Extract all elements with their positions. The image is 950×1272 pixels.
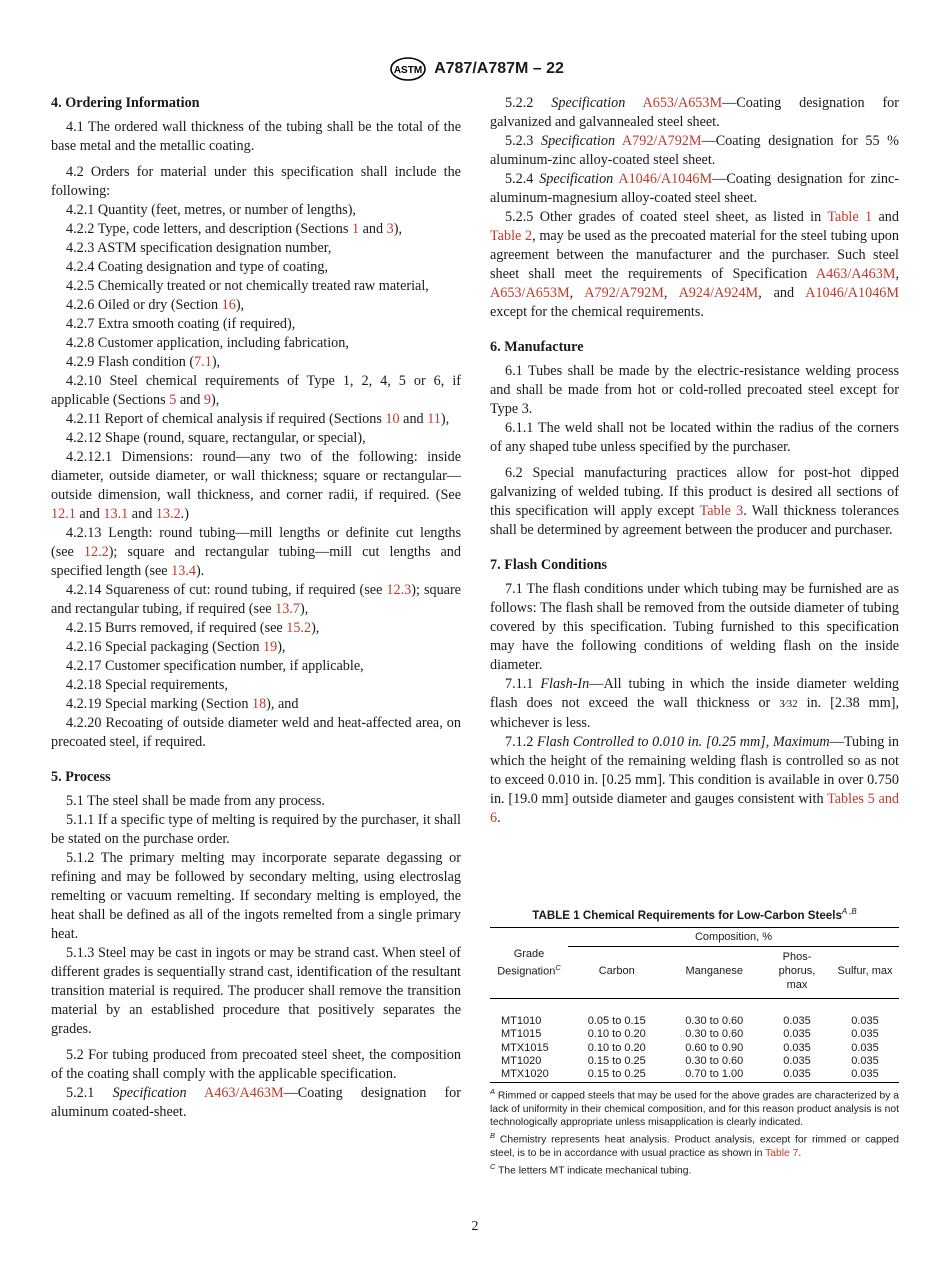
para-4-2-16: 4.2.16 Special packaging (Section 19), [66, 639, 286, 655]
para-4-2-8: 4.2.8 Customer application, including fabrication, [66, 335, 349, 351]
table-row: MTX1015 0.10 to 0.20 0.60 to 0.90 0.035 0.035 [501, 1041, 879, 1054]
para-5-1-2: 5.1.2 The primary melting may incorporate separate degassing or refining and may be followed by secondary melting, using electroslag remelting or vacuum remelting. If secondary melting is employed, the heat shall be defined as all of the ingots remelted from a single primary heat. [51, 850, 461, 942]
section-5-title: 5. Process [51, 769, 111, 785]
para-5-2-2: 5.2.2 Specification A653/A653M—Coating designation for galvanized and galvannealed steel sheet. [490, 95, 899, 130]
table-caption: TABLE 1 Chemical Requirements for Low-Carbon Steels$^{A ,B}$ [532, 907, 857, 922]
para-4-2-9: 4.2.9 Flash condition (7.1), [66, 354, 221, 370]
fraction: 3⁄32 [779, 698, 798, 710]
link-13-1[interactable]: 13.1 [103, 506, 129, 522]
section-4-title: 4. Ordering Information [51, 95, 200, 111]
para-4-2-12-1: 4.2.12.1 Dimensions: round—any two of the following: inside diameter, outside diameter, or wall thickness; square or rectangular—outside dimension, wall thickness, and corner radii, if required. (See 12.1 and 13.1 and 13.2.) [51, 449, 461, 522]
para-4-2-11: 4.2.11 Report of chemical analysis if required (Sections 10 and 11), [66, 411, 450, 427]
link-tables-5-6[interactable]: Tables 5 and 6 [490, 791, 900, 826]
link-13-2[interactable]: 13.2 [155, 506, 181, 522]
para-4-2-3: 4.2.3 ASTM specification designation number, [66, 240, 332, 256]
link-a792[interactable]: A792/A792M [584, 285, 664, 301]
link-12-3[interactable]: 12.3 [386, 582, 412, 598]
footnote-b: $^B$ Chemistry represents heat analysis. Product analysis, except for rimmed or capped steel, is to be in accordance with usual practice as shown in Table 7. [490, 1130, 899, 1159]
link-a463[interactable]: A463/A463M [815, 266, 896, 282]
para-4-2-1: 4.2.1 Quantity (feet, metres, or number of lengths), [66, 202, 356, 218]
link-section-11[interactable]: 11 [427, 411, 441, 427]
para-4-2: 4.2 Orders for material under this specification shall include the following: [51, 164, 461, 199]
link-section-19[interactable]: 19 [263, 639, 278, 655]
para-4-2-17: 4.2.17 Customer specification number, if applicable, [66, 658, 364, 674]
para-5-1: 5.1 The steel shall be made from any process. [66, 793, 325, 809]
link-a653[interactable]: A653/A653M [642, 95, 723, 111]
para-4-2-6: 4.2.6 Oiled or dry (Section 16), [66, 297, 245, 313]
link-a463[interactable]: A463/A463M [203, 1085, 284, 1101]
table-row: MT1020 0.15 to 0.25 0.30 to 0.60 0.035 0.035 [501, 1055, 879, 1068]
link-section-16[interactable]: 16 [221, 297, 236, 313]
para-7-1: 7.1 The flash conditions under which tubing may be furnished are as follows: The flash shall be removed from the outside diameter of tubing covered by this specification. Tubing furnished to this specification may have the following conditions of welding flash on the inside diameter. [490, 581, 899, 673]
para-4-2-19: 4.2.19 Special marking (Section 18), and [66, 696, 299, 712]
para-7-1-1: 7.1.1 Flash-In—All tubing in which the inside diameter welding flash does not exceed the wall thickness or 3⁄32 in. [2.38 mm], whichever is less. [490, 676, 900, 731]
link-table-1[interactable]: Table 1 [827, 209, 873, 225]
chemical-requirements-table [490, 927, 899, 1083]
para-6-1: 6.1 Tubes shall be made by the electric-resistance welding process and shall be made from hot or cold-rolled precoated steel except for Type 3. [490, 363, 899, 417]
link-a1046[interactable]: A1046/A1046M [805, 285, 900, 301]
table-footnotes [490, 1085, 899, 1177]
para-4-2-20: 4.2.20 Recoating of outside diameter weld and heat-affected area, on precoated steel, if required. [51, 715, 461, 750]
para-4-2-7: 4.2.7 Extra smooth coating (if required), [66, 316, 296, 332]
para-5-1-1: 5.1.1 If a specific type of melting is required by the purchaser, it shall be stated on the purchase order. [51, 812, 461, 847]
link-section-10[interactable]: 10 [385, 411, 400, 427]
para-7-1-2: 7.1.2 Flash Controlled to 0.010 in. [0.25 mm], Maximum—Tubing in which the height of the remaining welding flash is controlled so as not to exceed 0.010 in. [0.25 mm]. This condition is available in over 0.750 in. [19.0 mm] outside diameter and gauges consistent with Tables 5 and 6. [490, 734, 900, 826]
col-header: Sulfur, max [837, 964, 893, 977]
para-5-1-3: 5.1.3 Steel may be cast in ingots or may be strand cast. When steel of different grades is sequentially strand cast, identification of the resultant transition material is required. The producer shall remove the transition material by an established procedure that positively separates the grades. [51, 945, 461, 1037]
para-4-2-18: 4.2.18 Special requirements, [66, 677, 228, 693]
link-section-1[interactable]: 1 [351, 221, 360, 237]
section-6-title: 6. Manufacture [490, 339, 584, 355]
svg-text:ASTM: ASTM [393, 65, 423, 76]
para-4-2-14: 4.2.14 Squareness of cut: round tubing, if required (see 12.3); square and rectangular tubing, if required (see 13.7), [51, 582, 461, 617]
para-4-2-4: 4.2.4 Coating designation and type of coating, [66, 259, 329, 275]
composition-header: Composition, % [568, 927, 899, 946]
standard-designation: A787/A787M – 22 [434, 60, 564, 77]
footnote-c: $^C$ The letters MT indicate mechanical tubing. [490, 1161, 692, 1177]
table-row: MT1010 0.05 to 0.15 0.30 to 0.60 0.035 0.035 [501, 1014, 879, 1027]
link-12-1[interactable]: 12.1 [51, 506, 76, 522]
link-a792[interactable]: A792/A792M [621, 133, 702, 149]
footnote-a: $^A$ Rimmed or capped steels that may be used for the above grades are characterized by a lack of uniformity in their chemical composition, and for this reason product analysis is not technologically appropriate unless misapplication is clearly indicated. [490, 1086, 899, 1128]
para-4-1: 4.1 The ordered wall thickness of the tubing shall be the total of the base metal and the metallic coating. [51, 119, 461, 154]
table-1 [490, 904, 899, 1177]
para-4-2-13: 4.2.13 Length: round tubing—mill lengths or definite cut lengths (see 12.2); square and rectangular tubing—mill cut lengths and specified length (see 13.4). [51, 525, 461, 579]
para-5-2: 5.2 For tubing produced from precoated steel sheet, the composition of the coating shall comply with the applicable specification. [51, 1047, 461, 1082]
para-4-2-12: 4.2.12 Shape (round, square, rectangular, or special), [66, 430, 366, 446]
col-header: Carbon [598, 964, 635, 977]
table-row: MT1015 0.10 to 0.20 0.30 to 0.60 0.035 0.035 [501, 1028, 879, 1041]
para-5-2-4: 5.2.4 Specification A1046/A1046M—Coating designation for zinc-aluminum-magnesium alloy-coated steel sheet. [490, 171, 900, 206]
page-header [0, 56, 950, 82]
para-6-1-1: 6.1.1 The weld shall not be located within the radius of the corners of any shaped tube unless specified by the purchaser. [490, 420, 899, 455]
col-header: Phos-phorus, max [778, 950, 816, 991]
para-5-2-1: 5.2.1 Specification A463/A463M—Coating designation for aluminum coated-sheet. [51, 1085, 461, 1120]
para-5-2-3: 5.2.3 Specification A792/A792M—Coating designation for 55 % aluminum-zinc alloy-coated steel sheet. [490, 133, 900, 168]
page-number: 2 [471, 1219, 479, 1234]
link-15-2[interactable]: 15.2 [286, 620, 312, 636]
para-6-2: 6.2 Special manufacturing practices allow for post-hot dipped galvanizing of welded tubing. If this product is desired all sections of this specification will apply except Table 3. Wall thickness tolerances shall be determined by agreement between the producer and purchaser. [490, 465, 900, 538]
link-table-2[interactable]: Table 2 [490, 228, 533, 244]
link-section-5[interactable]: 5 [169, 392, 177, 408]
right-column [490, 94, 899, 828]
grade-header: Grade Designation$^C$ [497, 948, 561, 978]
para-4-2-5: 4.2.5 Chemically treated or not chemically treated raw material, [66, 278, 429, 294]
link-7-1[interactable]: 7.1 [194, 354, 212, 370]
link-a1046[interactable]: A1046/A1046M [618, 171, 713, 187]
para-4-2-2: 4.2.2 Type, code letters, and description (Sections 1 and 3), [66, 221, 403, 237]
link-12-2[interactable]: 12.2 [83, 544, 109, 560]
astm-logo-icon [386, 57, 430, 81]
link-section-18[interactable]: 18 [251, 696, 267, 712]
para-5-2-5: 5.2.5 Other grades of coated steel sheet, as listed in Table 1 and Table 2, may be used as the precoated material for the steel tubing upon agreement between the manufacturer and the purchaser. Such steel sheet shall meet the requirements of Specification A463/A463M, A653/A653M, A792/A792M, A924/A924M, and A1046/A1046M except for the chemical requirements. [490, 209, 900, 320]
link-section-9[interactable]: 9 [203, 392, 211, 408]
link-13-7[interactable]: 13.7 [275, 601, 300, 617]
left-column [51, 94, 461, 1122]
link-a924[interactable]: A924/A924M [678, 285, 759, 301]
link-table-7[interactable]: Table 7 [765, 1147, 799, 1159]
link-table-3[interactable]: Table 3 [699, 503, 744, 519]
link-section-3[interactable]: 3 [386, 221, 394, 237]
col-header: Manganese [685, 964, 743, 977]
para-4-2-15: 4.2.15 Burrs removed, if required (see 15.2), [66, 620, 320, 636]
link-a653[interactable]: A653/A653M [490, 285, 570, 301]
table-row: MTX1020 0.15 to 0.25 0.70 to 1.00 0.035 0.035 [490, 1068, 899, 1082]
link-13-4[interactable]: 13.4 [171, 563, 196, 579]
section-7-title: 7. Flash Conditions [490, 557, 608, 573]
para-4-2-10: 4.2.10 Steel chemical requirements of Type 1, 2, 4, 5 or 6, if applicable (Sections 5 and 9), [51, 373, 461, 408]
